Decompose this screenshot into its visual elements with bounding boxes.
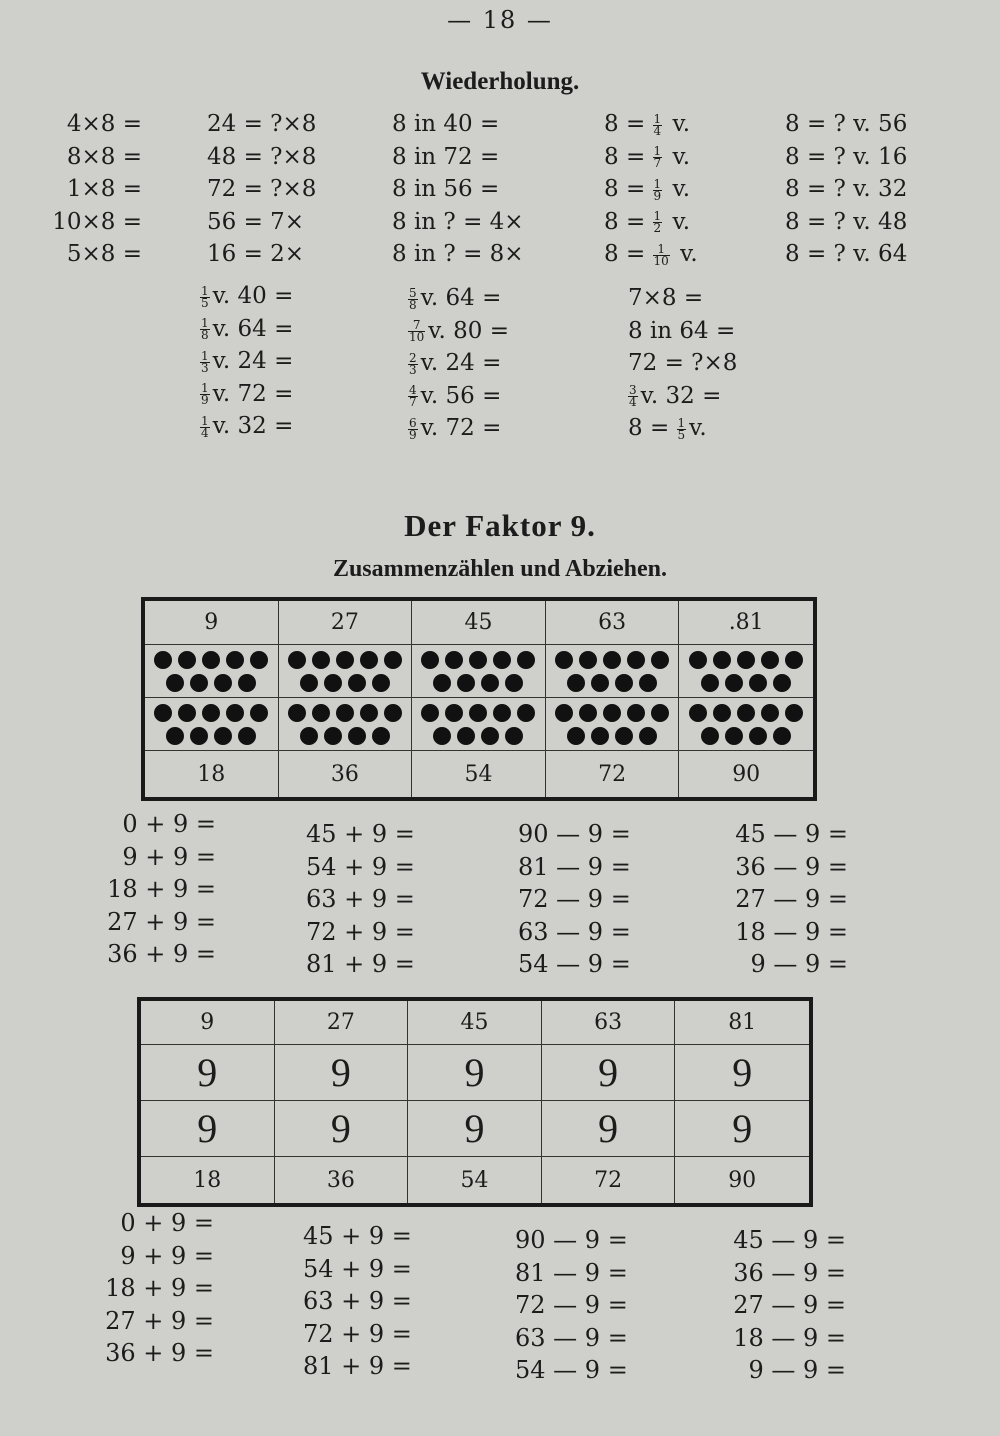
exercise-column-add-2	[303, 1220, 412, 1383]
table-cell: 9	[141, 1045, 275, 1101]
exercise: 9 — 9 =	[748, 1356, 846, 1384]
exercise-column-sub-2	[733, 1224, 846, 1387]
exercise: 8 in 40 =	[392, 111, 500, 137]
exercise: 27 — 9 =	[733, 1291, 846, 1319]
exercise: 8 in ? = 4×	[392, 208, 524, 235]
dot-group	[145, 698, 279, 751]
exercise: 8 = ? v. 64	[785, 241, 908, 268]
exercise: 8 = $\frac{1}{2}$ v.	[604, 208, 691, 236]
table-cell: 9	[675, 1101, 809, 1157]
review-column-7	[408, 282, 509, 445]
table-cell: 72	[542, 1157, 676, 1203]
exercise: 27 + 9 =	[107, 907, 216, 936]
table-cell: 90	[732, 761, 761, 787]
review-column-1	[52, 108, 142, 271]
exercise: 18 + 9 =	[105, 1274, 214, 1302]
exercise: 72 = ?×8	[628, 350, 738, 377]
exercise: 8 = $\frac{1}{7}$ v.	[604, 143, 691, 171]
exercise: 24 = ?×8	[207, 111, 317, 137]
table-cell: 9	[141, 1001, 275, 1045]
exercise: 48 = ?×8	[207, 143, 317, 170]
exercise: 8 = $\frac{1}{9}$ v.	[604, 176, 691, 203]
table-cell: 54	[412, 751, 546, 797]
exercise: 72 — 9 =	[518, 885, 631, 913]
exercise-column-add-1	[107, 808, 216, 971]
exercise: 9 + 9 =	[120, 1241, 214, 1270]
exercise: 8 = ? v. 16	[785, 143, 908, 170]
exercise: 54 + 9 =	[306, 852, 415, 881]
table-cell: 9	[542, 1045, 676, 1101]
table-cell: 36	[279, 751, 413, 797]
table-cell: 45	[412, 601, 546, 645]
dot-group	[412, 645, 546, 698]
exercise: 18 — 9 =	[733, 1323, 846, 1352]
dot-group	[679, 645, 813, 698]
section-subheading: Zusammenzählen und Abziehen.	[332, 556, 668, 582]
table-cell: 27	[279, 601, 413, 645]
table-cell: 9	[275, 1045, 409, 1101]
table-cell: 9	[141, 1101, 275, 1157]
exercise: 0 + 9 =	[122, 810, 216, 838]
exercise-column-sub-1	[515, 1224, 628, 1387]
exercise: 63 — 9 =	[518, 917, 631, 946]
table-cell: .81	[679, 601, 813, 645]
exercise: 27 — 9 =	[735, 885, 848, 913]
exercise: 54 + 9 =	[303, 1254, 412, 1283]
exercise: 72 + 9 =	[303, 1319, 412, 1348]
exercise: $\frac{4}{7}$ v. 56 =	[409, 382, 502, 410]
exercise: 9 + 9 =	[122, 842, 216, 871]
section-heading-factor: Der Faktor 9.	[404, 508, 596, 543]
table-cell: 63	[542, 1001, 676, 1045]
exercise: 54 — 9 =	[515, 1356, 628, 1384]
exercise-column-add-2	[306, 818, 415, 981]
table-cell: 90	[728, 1167, 757, 1193]
exercise: 8 = ? v. 56	[785, 111, 908, 137]
table-cell: 63	[546, 601, 680, 645]
exercise: 56 = 7×	[207, 208, 305, 235]
exercise: $\frac{6}{9}$ v. 72 =	[409, 415, 502, 442]
table-cell: 72	[546, 751, 680, 797]
exercise: 8 in 72 =	[392, 143, 500, 170]
exercise: $\frac{1}{9}$ v. 72 =	[201, 380, 294, 408]
exercise: $\frac{1}{5}$ v. 40 =	[201, 283, 294, 310]
dot-group	[279, 645, 413, 698]
exercise: 54 — 9 =	[518, 950, 631, 978]
exercise: 8 in 64 =	[628, 317, 736, 344]
exercise: 8 = $\frac{1}{4}$ v.	[604, 111, 691, 138]
table-cell: 9	[145, 601, 279, 645]
table-cell: 9	[542, 1101, 676, 1157]
review-column-8	[628, 282, 737, 445]
exercise: 81 + 9 =	[303, 1352, 412, 1380]
exercise: 5×8 =	[66, 241, 142, 268]
dot-group	[279, 698, 413, 751]
review-column-5	[785, 108, 907, 271]
exercise: 63 + 9 =	[306, 885, 415, 913]
table-cell: 45	[408, 1001, 542, 1045]
exercise: 8×8 =	[66, 143, 142, 170]
table-cell: 9	[408, 1101, 542, 1157]
exercise: $\frac{7}{10}$ v. 80 =	[409, 317, 510, 345]
exercise: $\frac{2}{3}$ v. 24 =	[409, 350, 502, 377]
section-heading-repetition: Wiederholung.	[420, 68, 580, 95]
exercise: 8 = ? v. 48	[785, 208, 908, 235]
exercise: $\frac{5}{8}$ v. 64 =	[409, 285, 502, 312]
exercise: 0 + 9 =	[120, 1209, 214, 1237]
exercise: 36 + 9 =	[107, 940, 216, 968]
table-cell: 9	[675, 1045, 809, 1101]
exercise: 72 — 9 =	[515, 1291, 628, 1319]
review-column-4	[604, 108, 698, 271]
exercise: 72 + 9 =	[306, 917, 415, 946]
table-cell: 54	[408, 1157, 542, 1203]
exercise: 8 = $\frac{1}{10}$ v.	[604, 241, 698, 268]
exercise: 10×8 =	[52, 208, 142, 235]
exercise: 63 + 9 =	[303, 1287, 412, 1315]
exercise-column-sub-1	[518, 818, 631, 981]
exercise: 63 — 9 =	[515, 1323, 628, 1352]
exercise: 72 = ?×8	[207, 176, 317, 203]
exercise: $\frac{3}{4}$ v. 32 =	[629, 382, 722, 410]
exercise: 81 — 9 =	[515, 1258, 628, 1287]
table-cell: 18	[145, 751, 279, 797]
exercise: 36 + 9 =	[105, 1339, 214, 1367]
exercise: 27 + 9 =	[105, 1306, 214, 1335]
exercise: 8 = ? v. 32	[785, 176, 908, 203]
table-cell: 18	[141, 1157, 275, 1203]
table-cell: 9	[408, 1045, 542, 1101]
exercise: 4×8 =	[66, 111, 142, 137]
table-cell: 9	[275, 1101, 409, 1157]
exercise: 18 — 9 =	[735, 917, 848, 946]
page-number: — 18 —	[447, 6, 553, 34]
exercise: 90 — 9 =	[518, 820, 631, 848]
table-cell: 36	[275, 1157, 409, 1203]
exercise: 45 + 9 =	[303, 1222, 412, 1250]
exercise: 81 + 9 =	[306, 950, 415, 978]
exercise: 16 = 2×	[207, 241, 305, 268]
exercise: 36 — 9 =	[735, 852, 848, 881]
exercise: $\frac{1}{3}$ v. 24 =	[201, 348, 294, 375]
exercise: 8 in ? = 8×	[392, 241, 524, 268]
table-cell: 27	[275, 1001, 409, 1045]
table-cell: 81	[675, 1001, 809, 1045]
exercise: 9 — 9 =	[750, 950, 848, 978]
dot-group	[145, 645, 279, 698]
exercise: 81 — 9 =	[518, 852, 631, 881]
dot-group	[679, 698, 813, 751]
dot-table	[141, 597, 817, 801]
exercise: 90 — 9 =	[515, 1226, 628, 1254]
exercise: $\frac{1}{8}$ v. 64 =	[201, 315, 294, 343]
exercise: 8 in 56 =	[392, 176, 500, 203]
exercise: 36 — 9 =	[733, 1258, 846, 1287]
review-column-2	[207, 108, 316, 271]
exercise: 45 — 9 =	[733, 1226, 846, 1254]
exercise: $\frac{1}{4}$ v. 32 =	[201, 413, 294, 440]
review-column-6	[200, 280, 293, 443]
exercise: 45 — 9 =	[735, 820, 848, 848]
dot-group	[546, 645, 680, 698]
exercise: 8 = $\frac{1}{5}$ v.	[628, 415, 707, 442]
exercise: 45 + 9 =	[306, 820, 415, 848]
exercise: 18 + 9 =	[107, 875, 216, 903]
review-column-3	[392, 108, 524, 271]
exercise: 7×8 =	[628, 285, 704, 311]
dot-group	[412, 698, 546, 751]
dot-group	[546, 698, 680, 751]
exercise: 1×8 =	[66, 176, 142, 203]
exercise-column-sub-2	[735, 818, 848, 981]
nine-table	[137, 997, 813, 1207]
exercise-column-add-1	[105, 1207, 214, 1370]
